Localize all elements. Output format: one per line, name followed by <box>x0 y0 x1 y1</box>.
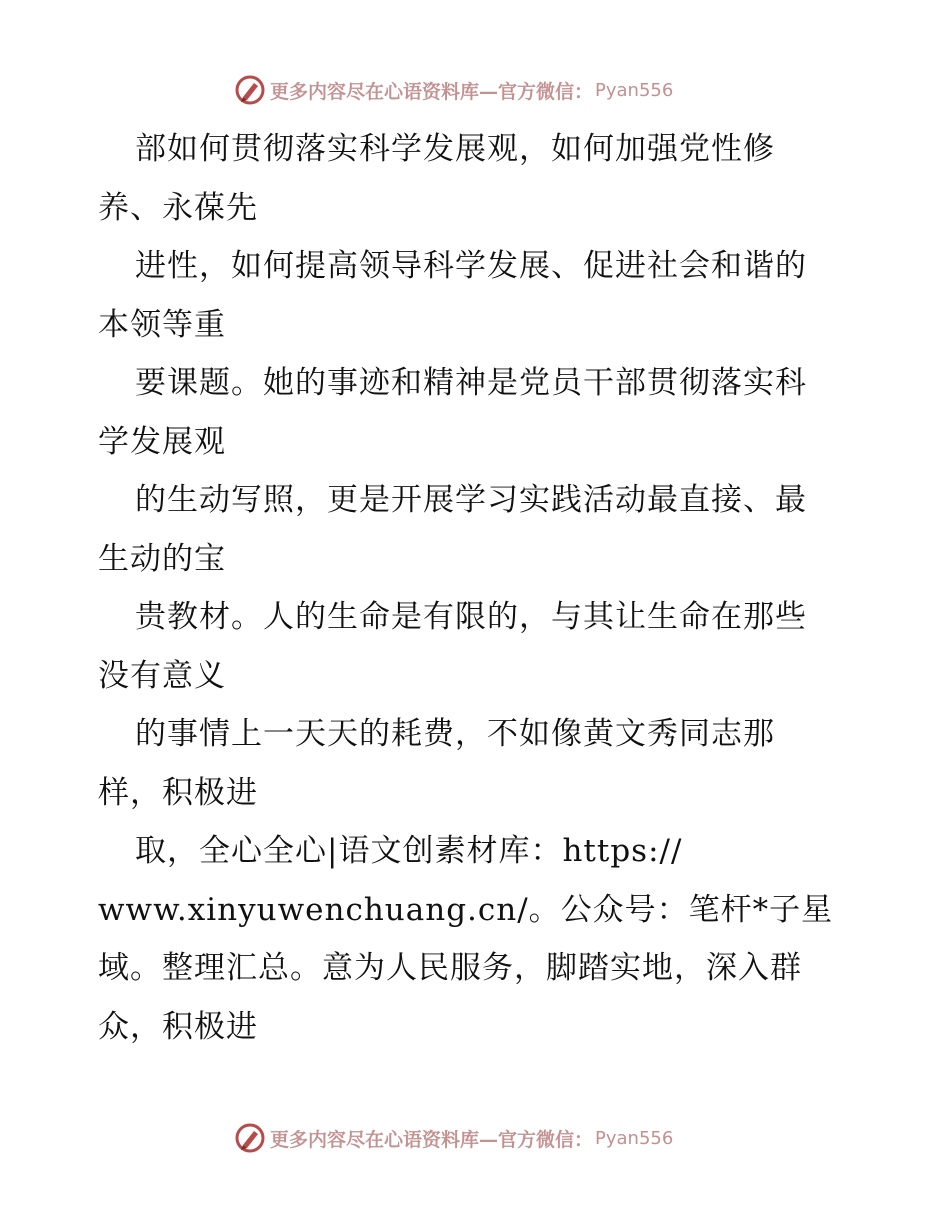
body-line: 生动的宝 <box>98 540 226 577</box>
footer-banner <box>234 1118 673 1158</box>
body-line: 样，积极进 <box>98 774 258 811</box>
body-line: 众，积极进 <box>98 1008 258 1045</box>
header-banner-text: 更多内容尽在心语资料库—官方微信： <box>270 80 594 103</box>
header-banner <box>234 70 673 110</box>
document-body <box>98 120 858 1056</box>
body-line: 没有意义 <box>98 657 226 694</box>
body-line: 养、永葆先 <box>98 189 258 226</box>
header-wechat-id: Pyan556 <box>595 79 674 101</box>
pen-circle-logo-icon <box>234 1122 266 1154</box>
footer-wechat-id: Pyan556 <box>595 1127 674 1149</box>
body-line: 进性，如何提高领导科学发展、促进社会和谐的 <box>135 248 807 284</box>
body-line: 域。整理汇总。意为人民服务，脚踏实地，深入群 <box>98 950 802 986</box>
body-line: 部如何贯彻落实科学发展观，如何加强党性修 <box>135 131 775 167</box>
body-line: 学发展观 <box>98 423 226 460</box>
body-line: 要课题。她的事迹和精神是党员干部贯彻落实科 <box>135 365 807 401</box>
body-line: 本领等重 <box>98 306 226 343</box>
body-line: 的生动写照，更是开展学习实践活动最直接、最 <box>135 482 807 518</box>
body-line: www.xinyuwenchuang.cn/。公众号：笔杆*子星 <box>98 891 834 928</box>
body-line: 贵教材。人的生命是有限的，与其让生命在那些 <box>135 599 807 635</box>
pen-circle-logo-icon <box>234 74 266 106</box>
footer-banner-text: 更多内容尽在心语资料库—官方微信： <box>270 1128 594 1151</box>
body-line: 的事情上一天天的耗费，不如像黄文秀同志那 <box>135 716 775 752</box>
body-line: 取，全心全心|语文创素材库：https:// <box>135 833 683 869</box>
